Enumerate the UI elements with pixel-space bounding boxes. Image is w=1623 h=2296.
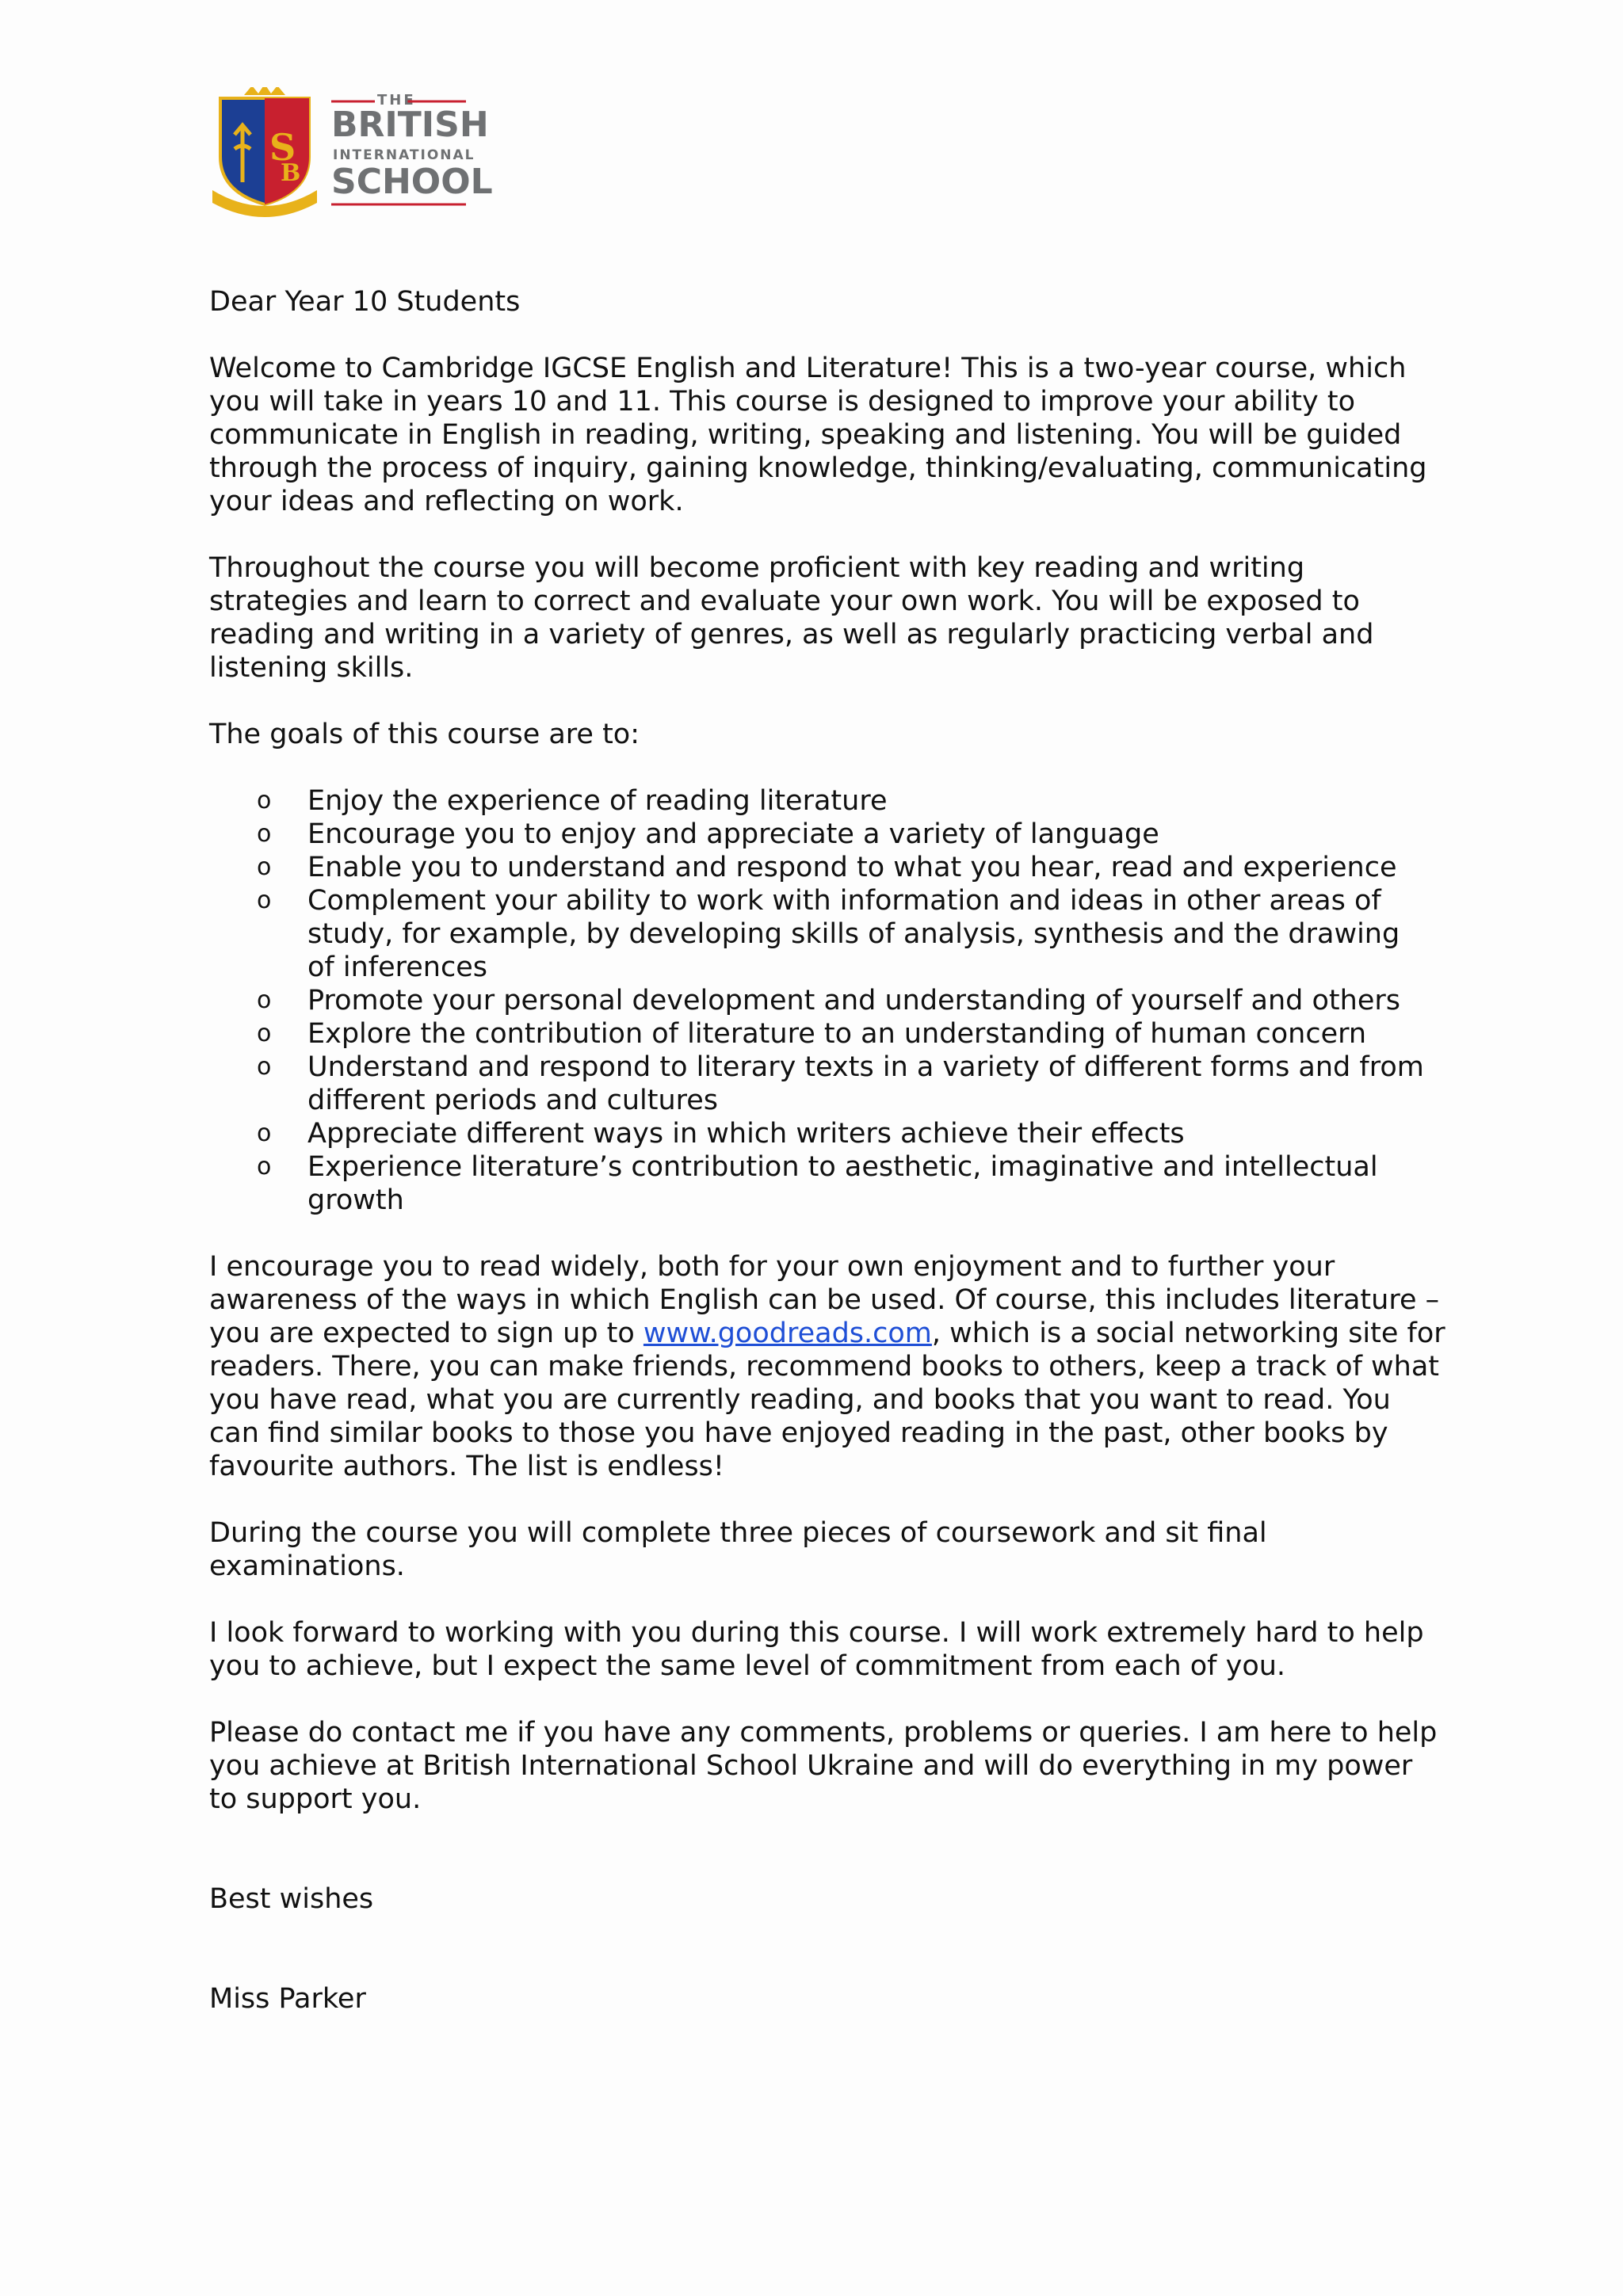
list-item [209,1150,1445,1217]
bullet-icon: o [257,820,272,848]
list-item [209,984,1445,1017]
logo-text [330,87,493,206]
bullet-icon: o [257,1053,272,1081]
letter-body [209,285,1445,2016]
logo-international: INTERNATIONAL [333,147,475,163]
list-item [209,851,1445,884]
logo-school: SCHOOL [331,162,493,202]
svg-text:B: B [281,159,301,187]
logo-british: BRITISH [331,105,489,145]
paragraph-reading [209,1250,1445,1483]
school-logo [212,87,493,222]
goal-text: Enable you to understand and respond to what you hear, read and experience [307,852,1397,883]
goals-list [209,784,1445,1217]
list-item [209,1017,1445,1051]
bullet-icon: o [257,1153,272,1180]
bullet-icon: o [257,887,272,914]
goal-text: Experience literature’s contribution to aesthetic, imaginative and intellectual growth [307,1151,1378,1216]
bullet-icon: o [257,853,272,881]
goal-text: Promote your personal development and understanding of yourself and others [307,985,1400,1016]
goodreads-link[interactable]: www.goodreads.com [643,1318,932,1349]
paragraph-coursework: During the course you will complete three pieces of coursework and sit final examinations. [209,1517,1267,1582]
goal-text: Understand and respond to literary texts in a variety of different forms and from different periods and cultures [307,1051,1424,1116]
paragraph-intro: Welcome to Cambridge IGCSE English and Literature! This is a two-year course, which you will take in years 10 and 11. This course is designed to improve your ability to communicate in English in reading, writing, speaking and listening. You will be guided through the process of inquiry, gaining knowledge, thinking/evaluating, communicating your ideas and reflecting on work. [209,353,1427,517]
salutation: Dear Year 10 Students [209,286,521,318]
list-item [209,1051,1445,1117]
signature: Miss Parker [209,1983,366,2015]
paragraph-contact: Please do contact me if you have any comments, problems or queries. I am here to help you achieve at British International School Ukraine and will do everything in my power to support you. [209,1717,1438,1815]
list-item [209,784,1445,818]
closing: Best wishes [209,1883,374,1915]
goal-text: Appreciate different ways in which writers achieve their effects [307,1118,1185,1150]
reading-text-start: I encourage you to read widely, both for your own enjoyment and to further your awareness of the ways in which English can be used. Of course, this includes literature – you are expected to sign up to [209,1251,1440,1349]
goal-text: Explore the contribution of literature to an understanding of human concern [307,1018,1367,1050]
bullet-icon: o [257,1020,272,1047]
logo-the: THE [377,92,416,109]
goal-text: Encourage you to enjoy and appreciate a variety of language [307,818,1159,850]
svg-text:S: S [269,126,296,169]
paragraph-commitment: I look forward to working with you during this course. I will work extremely hard to help you to achieve, but I expect the same level of commitment from each of you. [209,1617,1424,1682]
bullet-icon: o [257,986,272,1014]
list-item [209,818,1445,851]
paragraph-skills: Throughout the course you will become proficient with key reading and writing strategies and learn to correct and evaluate your own work. You will be exposed to reading and writing in a variety of genres, as well as regularly practicing verbal and listening skills. [209,552,1374,684]
goals-intro: The goals of this course are to: [209,719,640,750]
bullet-icon: o [257,787,272,814]
list-item [209,1117,1445,1150]
list-item [209,884,1445,984]
bullet-icon: o [257,1119,272,1147]
reading-text-end: , which is a social networking site for readers. There, you can make friends, recommend books to others, keep a track of what you have read, what you are currently reading, and books that you want to read. You can find similar books to those you have enjoyed reading in the past, other books by favourite authors. The list is endless! [209,1318,1445,1482]
goal-text: Complement your ability to work with information and ideas in other areas of study, for example, by developing skills of analysis, synthesis and the drawing of inferences [307,885,1400,983]
goal-text: Enjoy the experience of reading literature [307,785,888,817]
